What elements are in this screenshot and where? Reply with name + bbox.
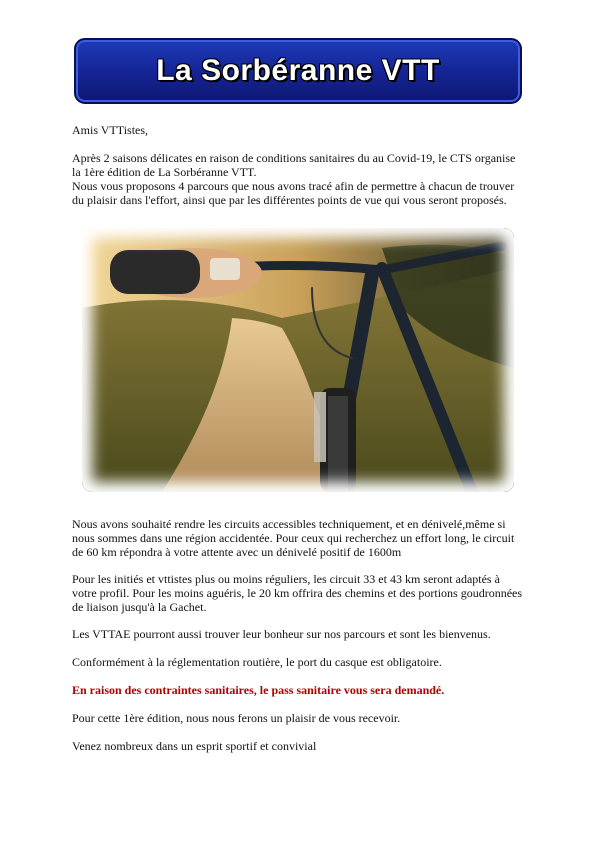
intro-paragraph bbox=[72, 151, 524, 207]
helmet-text: Conformément à la réglementation routière, le port du casque est obligatoire. bbox=[72, 655, 442, 669]
health-pass-warning: En raison des contraintes sanitaires, le pass sanitaire vous sera demandé. bbox=[72, 683, 445, 697]
greeting-text: Amis VTTistes, bbox=[72, 123, 149, 137]
welcome-text: Pour cette 1ère édition, nous nous ferons un plaisir de vous recevoir. bbox=[72, 711, 401, 725]
vttae-text: Les VTTAE pourront aussi trouver leur bonheur sur nos parcours et sont les bienvenus. bbox=[72, 627, 491, 641]
title-banner bbox=[74, 38, 522, 104]
circuits-line: nous sommes dans une région accidentée. Pour ceux qui recherchez un effort long, le circuit bbox=[72, 531, 515, 545]
levels-line: votre profil. Pour les moins aguéris, le 20 km offrira des chemins et des portions goudronnées bbox=[72, 586, 523, 600]
circuits-line: de 60 km répondra à votre attente avec un dénivelé positif de 1600m bbox=[72, 545, 402, 559]
levels-line: Pour les initiés et vttistes plus ou moins réguliers, les circuit 33 et 43 km seront adaptés à bbox=[72, 572, 500, 586]
intro-line: Après 2 saisons délicates en raison de conditions sanitaires du au Covid-19, le CTS organise bbox=[72, 151, 516, 165]
circuits-paragraph bbox=[72, 517, 524, 559]
intro-line: du plaisir dans l'effort, ainsi que par les différentes points de vue qui vous seront proposés. bbox=[72, 193, 507, 207]
circuits-line: Nous avons souhaité rendre les circuits accessibles techniquement, et en dénivelé,même si bbox=[72, 517, 506, 531]
intro-line: Nous vous proposons 4 parcours que nous avons tracé afin de permettre à chacun de trouver bbox=[72, 179, 515, 193]
bike-trail-photo bbox=[82, 228, 514, 492]
closing-text: Venez nombreux dans un esprit sportif et convivial bbox=[72, 739, 317, 753]
levels-line: de liaison jusqu'à la Gachet. bbox=[72, 600, 207, 614]
levels-paragraph bbox=[72, 572, 524, 614]
intro-line: la 1ère édition de La Sorbéranne VTT. bbox=[72, 165, 257, 179]
page-title: La Sorbéranne VTT bbox=[156, 54, 440, 87]
